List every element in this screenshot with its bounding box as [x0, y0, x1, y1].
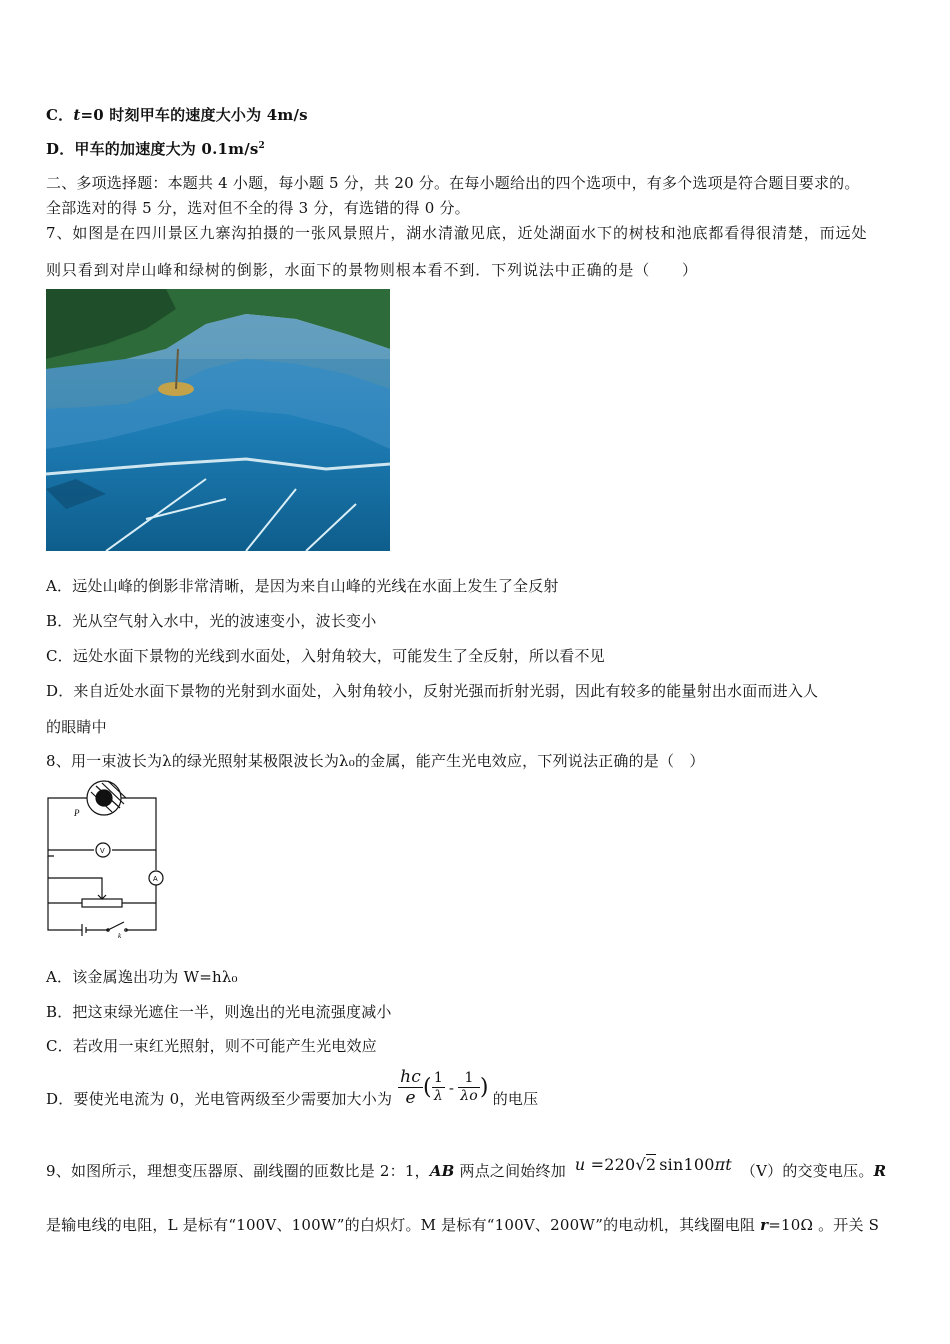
q7-option-b: B．光从空气射入水中，光的波速变小，波长变小	[46, 612, 377, 630]
circuit-label-a: A	[153, 876, 158, 883]
q9-stem-line2: 是输电线的电阻，L 是标有“100V、100W”的白炽灯。M 是标有“100V、200W”的电动机，其线圈电阻 r=10Ω 。开关 S	[46, 1216, 880, 1234]
q6-option-d: D．甲车的加速度大为 $0.1m/s^2$	[46, 140, 265, 158]
q7-option-a: A．远处山峰的倒影非常清晰，是因为来自山峰的光线在水面上发生了全反射	[46, 577, 559, 595]
q8-option-a: A．该金属逸出功为 W=hλ₀	[46, 968, 238, 986]
q8-option-d: D．要使光电流为 0，光电管两级至少需要加大小为 $\frac{hc}{e}$ ( $\frac{1}{\lambda}$ - $\frac{1}{\lambda o}$ ) 的电压	[46, 1067, 539, 1108]
section2-heading: 二、多项选择题：本题共 4 小题，每小题 5 分，共 20 分。在每小题给出的四个选项中，有多个选项是符合题目要求的。	[46, 174, 860, 192]
q7-option-d-cont: 的眼睛中	[46, 718, 107, 736]
q8-circuit-diagram	[46, 778, 166, 938]
q8-option-c: C．若改用一束红光照射，则不可能产生光电效应	[46, 1037, 377, 1055]
q8-stem: 8、用一束波长为λ的绿光照射某极限波长为λ₀的金属，能产生光电效应，下列说法正确的是（ ）	[46, 752, 705, 770]
q7-lake-photo	[46, 289, 390, 551]
q7-option-c: C．远处水面下景物的光线到水面处，入射角较大，可能发生了全反射，所以看不见	[46, 647, 605, 665]
q6-option-c: C．t=0 时刻甲车的速度大小为 4m/s	[46, 106, 308, 124]
section2-instructions: 全部选对的得 5 分，选对但不全的得 3 分，有选错的得 0 分。	[46, 199, 470, 217]
q8-option-b: B．把这束绿光遮住一半，则逸出的光电流强度减小	[46, 1003, 392, 1021]
q9-voltage-formula: u =220√2 sin100πt	[574, 1155, 732, 1174]
circuit-label-v: V	[100, 848, 105, 855]
circuit-label-p: P	[74, 808, 80, 818]
q7-stem-line1: 7、如图是在四川景区九寨沟拍摄的一张风景照片，湖水清澈见底，近处湖面水下的树枝和池底都看得很清楚，而远处	[46, 224, 868, 242]
q7-option-d: D．来自近处水面下景物的光射到水面处，入射角较小，反射光强而折射光弱，因此有较多的能量射出水面而进入人	[46, 682, 819, 700]
q7-stem-line2: 则只看到对岸山峰和绿树的倒影，水面下的景物则根本看不到．下列说法中正确的是（ ）	[46, 261, 698, 279]
q9-stem-line1: 9、如图所示，理想变压器原、副线圈的匝数比是 2：1，AB 两点之间始终加 u =220√2 sin100πt （V）的交变电压。R	[46, 1155, 887, 1180]
circuit-label-switch: k	[118, 932, 122, 938]
q8-option-d-formula: $\frac{hc}{e}$ ( $\frac{1}{\lambda}$ - $\frac{1}{\lambda o}$ )	[400, 1067, 489, 1108]
